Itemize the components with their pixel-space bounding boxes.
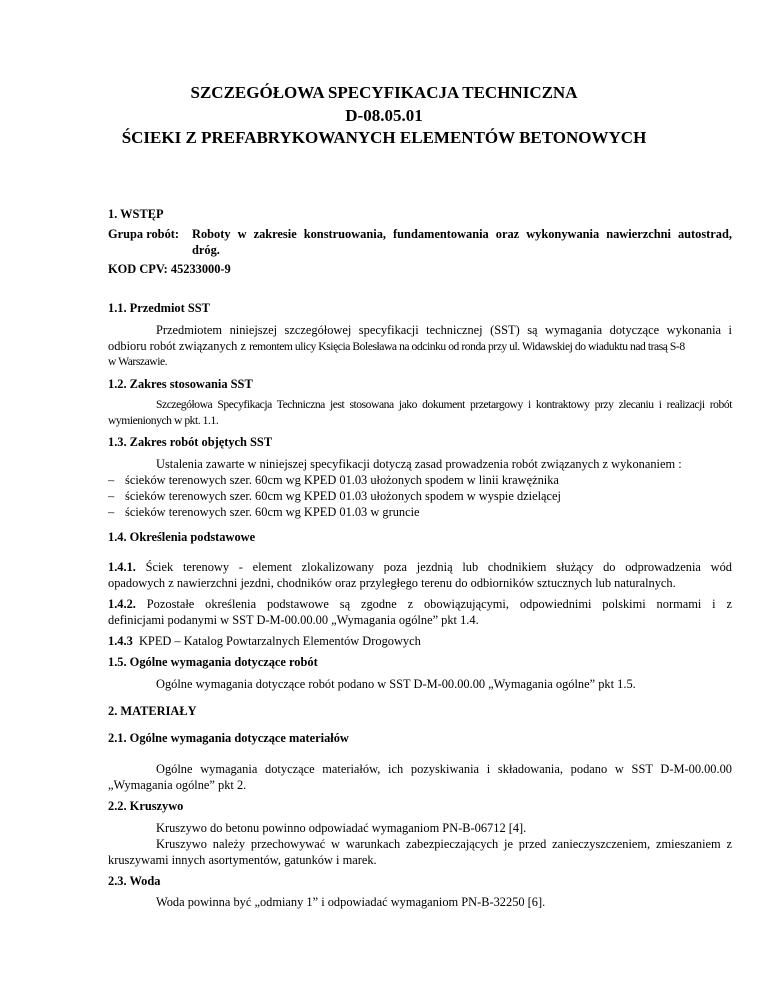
s11-line-3: w Warszawie. — [108, 355, 168, 368]
s13-intro: Ustalenia zawarte w niniejszej specyfikacji dotyczą zasad prowadzenia robót związanych z wykonaniem : — [156, 457, 682, 471]
s22-line-3: kruszywami innych asortymentów, gatunków i marek. — [108, 853, 377, 867]
s21-line-1: Ogólne wymagania dotyczące materiałów, ich pozyskiwania i składowania, podano w SST D-M-00.00.00 — [156, 762, 732, 776]
s15-text: Ogólne wymagania dotyczące robót podano w SST D-M-00.00.00 „Wymagania ogólne” pkt 1.5. — [156, 677, 636, 691]
s11-line-2: odbioru robót związanych z remontem ulicy Księcia Bolesława na odcinku od ronda przy ul. Widawskiej do wiaduktu nad trasą S-8 — [108, 339, 685, 353]
list-item: – ścieków terenowych szer. 60cm wg KPED 01.03 ułożonych spodem w wyspie dzielącej — [108, 489, 561, 503]
s23-text: Woda powinna być „odmiany 1” i odpowiadać wymaganiom PN-B-32250 [6]. — [156, 895, 546, 909]
section-heading-2-1: 2.1. Ogólne wymagania dotyczące materiałów — [108, 731, 349, 745]
p142-line-2: definicjami podanymi w SST D-M-00.00.00 „Wymagania ogólne” pkt 1.4. — [108, 613, 479, 627]
s12-line-1: Szczegółowa Specyfikacja Techniczna jest stosowana jako dokument przetargowy i kontraktowy przy zlecaniu i realizacji robót — [156, 398, 732, 411]
document-title: SZCZEGÓŁOWA SPECYFIKACJA TECHNICZNA — [190, 83, 578, 102]
list-item: – ścieków terenowych szer. 60cm wg KPED 01.03 ułożonych spodem w linii krawężnika — [108, 473, 559, 487]
section-heading-1-1: 1.1. Przedmiot SST — [108, 301, 210, 315]
s22-line-1: Kruszywo do betonu powinno odpowiadać wymaganiom PN-B-06712 [4]. — [156, 821, 527, 835]
section-heading-1: 1. WSTĘP — [108, 207, 164, 221]
grupa-line-2: dróg. — [192, 243, 220, 257]
section-heading-1-3: 1.3. Zakres robót objętych SST — [108, 435, 273, 449]
kod-cpv: KOD CPV: 45233000-9 — [108, 262, 231, 276]
section-heading-2: 2. MATERIAŁY — [108, 704, 197, 718]
p143: 1.4.3 KPED – Katalog Powtarzalnych Elementów Drogowych — [108, 634, 421, 648]
section-heading-2-2: 2.2. Kruszywo — [108, 799, 184, 813]
s21-line-2: „Wymagania ogólne” pkt 2. — [108, 778, 247, 792]
p142-line-1: 1.4.2. Pozostałe określenia podstawowe są zgodne z obowiązującymi, odpowiednimi polskimi normami i z — [108, 597, 732, 611]
section-heading-1-5: 1.5. Ogólne wymagania dotyczące robót — [108, 655, 318, 669]
p141-line-2: opadowych z nawierzchni jezdni, chodników oraz przyległego terenu do odbiorników sztucznych lub naturalnych. — [108, 576, 676, 590]
list-item: – ścieków terenowych szer. 60cm wg KPED 01.03 w gruncie — [108, 505, 420, 519]
grupa-line-1: Roboty w zakresie konstruowania, fundamentowania oraz wykonywania nawierzchni autostrad, — [192, 227, 732, 241]
document-code: D-08.05.01 — [345, 106, 423, 125]
s12-line-2: wymienionych w pkt. 1.1. — [108, 414, 219, 427]
p141-line-1: 1.4.1. Ściek terenowy - element zlokalizowany poza jezdnią lub chodnikiem służący do odprowadzenia wód — [108, 560, 732, 574]
section-heading-1-4: 1.4. Określenia podstawowe — [108, 530, 256, 544]
document-subtitle: ŚCIEKI Z PREFABRYKOWANYCH ELEMENTÓW BETONOWYCH — [121, 128, 647, 147]
s22-line-2: Kruszywo należy przechowywać w warunkach zabezpieczających je przed zanieczyszczeniem, zmieszaniem z — [156, 837, 732, 851]
section-heading-2-3: 2.3. Woda — [108, 874, 161, 888]
grupa-label: Grupa robót: — [108, 227, 180, 241]
section-heading-1-2: 1.2. Zakres stosowania SST — [108, 377, 253, 391]
s11-line-1: Przedmiotem niniejszej szczegółowej specyfikacji technicznej (SST) są wymagania dotyczące wykonania i — [156, 323, 732, 337]
